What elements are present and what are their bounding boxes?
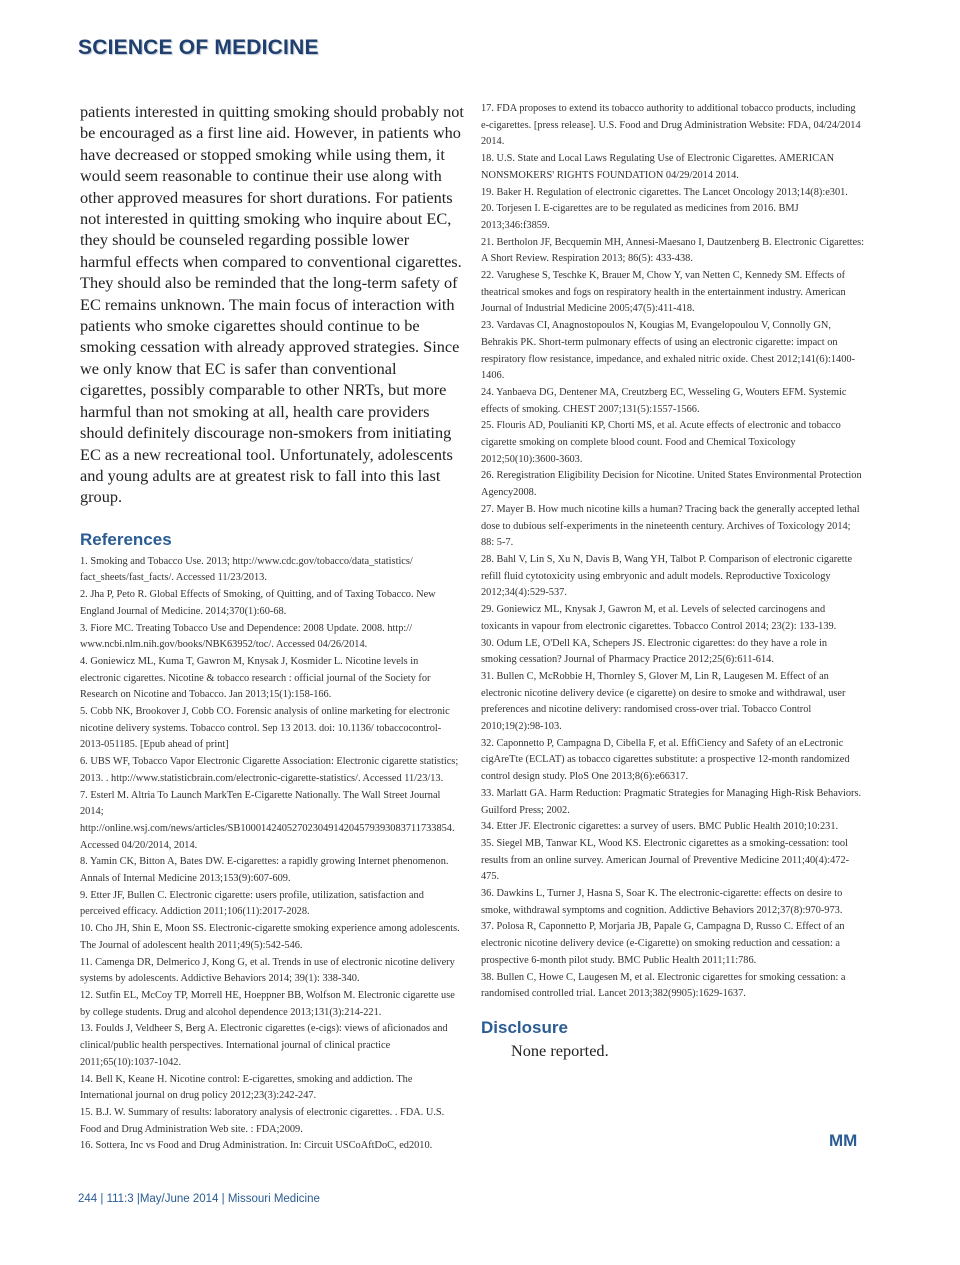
reference-item: 26. Reregistration Eligibility Decision for Nicotine. United States Environmental Protection Agency2008.	[481, 470, 862, 499]
reference-item: 37. Polosa R, Caponnetto P, Morjaria JB, Papale G, Campagna D, Russo C. Effect of an electronic nicotine delivery device (e-Cigarette) on smoking reduction and cessation: a prospective 6-month pilot study. BMC Public Health 2011;11:786.	[481, 921, 845, 966]
reference-item: 15. B.J. W. Summary of results: laboratory analysis of electronic cigarettes. . FDA. U.S. Food and Drug Administration Web site. : FDA;2009.	[80, 1106, 445, 1135]
disclosure-text: None reported.	[511, 1040, 609, 1060]
left-column	[80, 101, 464, 1155]
reference-item: 21. Bertholon JF, Becquemin MH, Annesi-Maesano I, Dautzenberg B. Electronic Cigarettes: A Short Review. Respiration 2013; 86(5): 433-438.	[481, 236, 865, 265]
reference-item: 22. Varughese S, Teschke K, Brauer M, Chow Y, van Netten C, Kennedy SM. Effects of theatrical smokes and fogs on respiratory health in the entertainment industry. American Journal of Industrial Medicine 2005;47(5):411-418.	[481, 270, 846, 315]
reference-item: 10. Cho JH, Shin E, Moon SS. Electronic-cigarette smoking experience among adolescents. The Journal of adolescent health 2011;49(5):542-546.	[80, 923, 460, 951]
end-mark: MM	[829, 1131, 858, 1150]
reference-item: 13. Foulds J, Veldheer S, Berg A. Electronic cigarettes (e-cigs): views of aficionados and clinical/public health perspectives. International journal of clinical practice 2011;65(10):1037-1042.	[80, 1023, 448, 1068]
reference-item: 4. Goniewicz ML, Kuma T, Gawron M, Knysak J, Kosmider L. Nicotine levels in electronic cigarettes. Nicotine & tobacco research : official journal of the Society for Research on Nicotine and Tobacco. Jan 2013;15(1):158-166.	[80, 655, 431, 701]
reference-item: 12. Sutfin EL, McCoy TP, Morrell HE, Hoeppner BB, Wolfson M. Electronic cigarette use by college students. Drug and alcohol dependence 2013;131(3):214-221.	[80, 990, 455, 1018]
reference-item: 23. Vardavas CI, Anagnostopoulos N, Kougias M, Evangelopoulou V, Connolly GN, Behrakis PK. Short-term pulmonary effects of using an electronic cigarette: impact on respiratory flow resistance, impedance, and exhaled nitric oxide. Chest 2012;141(6):1400-1406.	[481, 320, 855, 382]
reference-item: 14. Bell K, Keane H. Nicotine control: E-cigarettes, smoking and addiction. The International journal on drug policy 2012;23(3):242-247.	[80, 1073, 413, 1102]
reference-item: 25. Flouris AD, Poulianiti KP, Chorti MS, et al. Acute effects of electronic and tobacco cigarette smoking on complete blood count. Food and Chemical Toxicology 2012;50(10):3600-3603.	[481, 420, 841, 465]
references-list-left	[80, 554, 464, 1155]
reference-item: 28. Bahl V, Lin S, Xu N, Davis B, Wang YH, Talbot P. Comparison of electronic cigarette refill fluid cytotoxicity using embryonic and adult models. Reproductive Toxicology 2012;34(4):529-537.	[481, 553, 853, 599]
reference-item: 1. Smoking and Tobacco Use. 2013; http://www.cdc.gov/tobacco/data_statistics/ fact_sheets/fast_facts/. Accessed 11/23/2013.	[80, 555, 413, 584]
reference-item: 19. Baker H. Regulation of electronic cigarettes. The Lancet Oncology 2013;14(8):e301.	[481, 186, 848, 198]
reference-item: 29. Goniewicz ML, Knysak J, Gawron M, et al. Levels of selected carcinogens and toxicants in vapour from electronic cigarettes. Tobacco Control 2014; 23(2): 133-139.	[481, 604, 837, 632]
reference-item: 36. Dawkins L, Turner J, Hasna S, Soar K. The electronic-cigarette: effects on desire to smoke, withdrawal symptoms and cognition. Addictive Behaviors 2012;37(8):970-973.	[481, 888, 843, 916]
disclosure-heading: Disclosure	[481, 1017, 568, 1037]
reference-item: 30. Odum LE, O'Dell KA, Schepers JS. Electronic cigarettes: do they have a role in smoking cessation? Journal of Pharmacy Practice 2012;25(6):611-614.	[481, 637, 827, 666]
reference-item: 24. Yanbaeva DG, Dentener MA, Creutzberg EC, Wesseling G, Wouters EFM. Systemic effects of smoking. CHEST 2007;131(5):1557-1566.	[481, 386, 847, 415]
references-heading: References	[80, 529, 172, 549]
reference-item: 20. Torjesen I. E-cigarettes are to be regulated as medicines from 2016. BMJ 2013;346:f3859.	[481, 203, 799, 231]
reference-item: 27. Mayer B. How much nicotine kills a human? Tracing back the generally accepted lethal dose to dubious self-experiments in the nineteenth century. Archives of Toxicology 2014; 88: 5-7.	[481, 503, 860, 549]
reference-item: 16. Sottera, Inc vs Food and Drug Administration. In: Circuit USCoAftDoC, ed2010.	[80, 1140, 433, 1152]
references-list-right	[481, 101, 865, 1003]
section-header: SCIENCE OF MEDICINE	[78, 36, 319, 59]
reference-item: 11. Camenga DR, Delmerico J, Kong G, et al. Trends in use of electronic nicotine delivery systems by adolescents. Addictive Behaviors 2014; 39(1): 338-340.	[80, 956, 455, 985]
reference-item: 3. Fiore MC. Treating Tobacco Use and Dependence: 2008 Update. 2008. http:// www.ncbi.nlm.nih.gov/books/NBK63952/toc/. Accessed 04/26/2014.	[80, 622, 413, 651]
reference-item: 8. Yamin CK, Bitton A, Bates DW. E-cigarettes: a rapidly growing Internet phenomenon. Annals of Internal Medicine 2013;153(9):607-609.	[80, 856, 449, 885]
reference-item: 18. U.S. State and Local Laws Regulating Use of Electronic Cigarettes. AMERICAN NONSMOKERS' RIGHTS FOUNDATION 04/29/2014 2014.	[481, 153, 835, 181]
reference-item: 2. Jha P, Peto R. Global Effects of Smoking, of Quitting, and of Taxing Tobacco. New England Journal of Medicine. 2014;370(1):60-68.	[80, 589, 436, 617]
reference-item: 7. Esterl M. Altria To Launch MarkTen E-Cigarette Nationally. The Wall Street Journal 2014; http://online.wsj.com/news/articles/SB10001424052702304914204579393083711733854. Accessed 04/20/2014, 2014.	[80, 789, 455, 851]
page-footer: 244 | 111:3 |May/June 2014 | Missouri Medicine	[78, 1193, 320, 1205]
reference-item: 35. Siegel MB, Tanwar KL, Wood KS. Electronic cigarettes as a smoking-cessation: tool results from an online survey. American Journal of Preventive Medicine 2011;40(4):472-475.	[481, 837, 850, 883]
reference-item: 34. Etter JF. Electronic cigarettes: a survey of users. BMC Public Health 2010;10:231.	[481, 821, 839, 833]
right-column	[481, 101, 865, 1061]
reference-item: 5. Cobb NK, Brookover J, Cobb CO. Forensic analysis of online marketing for electronic nicotine delivery systems. Tobacco control. Sep 13 2013. doi: 10.1136/ tobaccocontrol-2013-051185. [Epub ahead of print]	[80, 706, 450, 751]
reference-item: 17. FDA proposes to extend its tobacco authority to additional tobacco products, including e-cigarettes. [press release]. U.S. Food and Drug Administration Website: FDA, 04/24/2014 2014.	[481, 103, 861, 148]
reference-item: 31. Bullen C, McRobbie H, Thornley S, Glover M, Lin R, Laugesen M. Effect of an electronic nicotine delivery device (e cigarette) on desire to smoke and withdrawal, user preferences and nicotine delivery: randomised cross-over trial. Tobacco Control 2010;19(2):98-103.	[481, 670, 846, 733]
reference-item: 9. Etter JF, Bullen C. Electronic cigarette: users profile, utilization, satisfaction and perceived efficacy. Addiction 2011;106(11):2017-2028.	[80, 889, 424, 918]
reference-item: 33. Marlatt GA. Harm Reduction: Pragmatic Strategies for Managing High-Risk Behaviors. Guilford Press; 2002.	[481, 787, 862, 816]
reference-item: 6. UBS WF, Tobacco Vapor Electronic Cigarette Association: Electronic cigarette statistics; 2013. . http://www.statisticbrain.com/electronic-cigarette-statistics/. Accessed 11/23/13.	[80, 756, 459, 784]
reference-item: 32. Caponnetto P, Campagna D, Cibella F, et al. EffiCiency and Safety of an eLectronic cigAreTte (ECLAT) as tobacco cigarettes substitute: a prospective 12-month randomized control design study. PloS One 2013;8(6):e66317.	[481, 737, 850, 783]
body-paragraph: patients interested in quitting smoking should probably not be encouraged as a first line aid. However, in patients who have decreased or stopped smoking while using them, it would seem reasonable to continue their use along with other approved measures for short durations. For patients not interested in quitting smoking who inquire about EC, they should be counseled regarding possible lower harmful effects when compared to conventional cigarettes. They should also be reminded that the long-term safety of EC remains unknown. The main focus of interaction with patients who smoke cigarettes should continue to be smoking cessation with already approved strategies. Since we only know that EC is safer than conventional cigarettes, possibly comparable to other NRTs, but more harmful than not smoking at all, health care providers should definitely discourage non-smokers from initiating EC as a new recreational tool. Unfortunately, adolescents and young adults are at greatest risk to fall into this last group.	[80, 102, 464, 507]
reference-item: 38. Bullen C, Howe C, Laugesen M, et al. Electronic cigarettes for smoking cessation: a randomised controlled trial. Lancet 2013;382(9905):1629-1637.	[481, 971, 846, 1000]
